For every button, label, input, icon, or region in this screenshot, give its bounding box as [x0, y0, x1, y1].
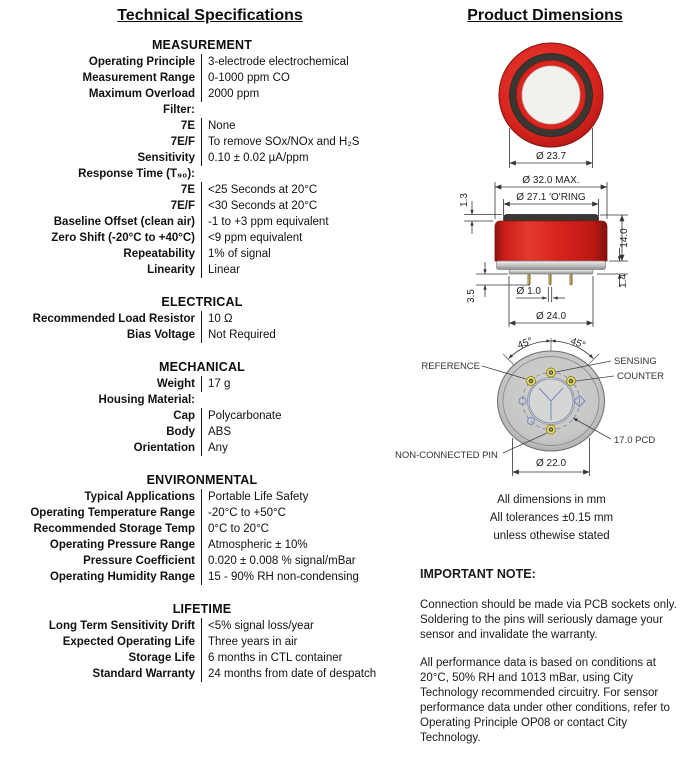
spec-value: <5% signal loss/year: [201, 618, 314, 634]
pcd-label: 17.0 PCD: [614, 435, 656, 446]
note-line: unless othewise stated: [493, 530, 610, 542]
spec-section-heading: ENVIRONMENTAL: [146, 473, 258, 487]
counter-pin: [567, 377, 576, 386]
spec-value: None: [201, 118, 236, 134]
spec-label: 7E: [180, 120, 195, 132]
spec-value: 6 months in CTL container: [201, 650, 342, 666]
sensor-pins-side: [528, 274, 573, 285]
spec-row: [0, 246, 420, 262]
spec-value: Any: [201, 440, 228, 456]
spec-row: [0, 230, 420, 246]
spec-row: [0, 634, 420, 650]
dimension-label: Ø 22.0: [535, 458, 567, 469]
spec-value: <25 Seconds at 20°C: [201, 182, 317, 198]
dimension-label: 14.0: [619, 228, 630, 248]
spec-label: Storage Life: [128, 652, 195, 664]
spec-value: [201, 166, 207, 182]
spec-value: <30 Seconds at 20°C: [201, 198, 317, 214]
sensing-pin: [547, 368, 556, 377]
spec-value: 24 months from date of despatch: [201, 666, 376, 682]
spec-label: Sensitivity: [137, 152, 195, 164]
sensor-flange: [497, 261, 606, 270]
spec-row: [0, 650, 420, 666]
spec-value: 2000 ppm: [201, 86, 259, 102]
dimension-label: Ø 1.0: [516, 286, 541, 297]
dimension-label: 45°: [568, 335, 587, 352]
spec-value: 17 g: [201, 376, 230, 392]
spec-value: Not Required: [201, 327, 276, 343]
reference-pin: [527, 377, 536, 386]
spec-value: [201, 102, 207, 118]
product-dimensions-drawing: [390, 35, 683, 480]
left-title: Technical Specifications: [117, 7, 303, 24]
spec-label: Operating Principle: [88, 56, 195, 68]
spec-row: [0, 376, 420, 392]
important-note-heading: IMPORTANT NOTE:: [420, 567, 536, 581]
spec-row: [0, 618, 420, 634]
spec-label: Measurement Range: [82, 72, 195, 84]
dimension-label: 1.3: [459, 193, 470, 207]
spec-value: Linear: [201, 262, 240, 278]
spec-value: 0-1000 ppm CO: [201, 70, 290, 86]
spec-label: Long Term Sensitivity Drift: [48, 620, 195, 632]
spec-row: [0, 262, 420, 278]
spec-label: Response Time (T₉₀):: [78, 168, 195, 180]
spec-label: Orientation: [133, 442, 195, 454]
sensor-base-lip: [509, 270, 593, 275]
spec-label: Filter:: [163, 104, 195, 116]
dimension-label: Ø 23.7: [535, 151, 567, 162]
spec-value: -20°C to +50°C: [201, 505, 286, 521]
spec-row: [0, 70, 420, 86]
non-connected-pin-label: NON-CONNECTED PIN: [395, 450, 498, 461]
spec-row: [0, 440, 420, 456]
technical-specifications-panel: [0, 7, 420, 682]
spec-section-heading: MEASUREMENT: [151, 38, 253, 52]
dimension-label: 1.4: [618, 274, 629, 288]
spec-label: Operating Humidity Range: [49, 571, 195, 583]
spec-row: [0, 666, 420, 682]
oring-diameter-dimension: [504, 192, 599, 216]
spec-label: Bias Voltage: [126, 329, 195, 341]
dimension-label: Ø 24.0: [535, 311, 567, 322]
spec-value: [201, 392, 207, 408]
spec-label: Maximum Overload: [88, 88, 195, 100]
spec-label: Weight: [156, 378, 195, 390]
dimension-label: 3.5: [466, 289, 477, 303]
spec-row: [0, 424, 420, 440]
spec-label: Expected Operating Life: [62, 636, 195, 648]
spec-row: [0, 102, 420, 118]
counter-label: COUNTER: [617, 371, 664, 382]
spec-value: <9 ppm equivalent: [201, 230, 302, 246]
spec-label: Baseline Offset (clean air): [53, 216, 195, 228]
dimension-label: Ø 32.0 MAX.: [522, 175, 580, 186]
spec-section: [0, 295, 420, 343]
important-note-paragraph: All performance data is based on conditions at 20°C, 50% RH and 1013 mBar, using City Technology recommended circuitry. For sensor performance data under other conditions, refer to Operating Principle OP08 or contact City Technology.: [420, 657, 670, 744]
spec-row: [0, 182, 420, 198]
spec-row: [0, 54, 420, 70]
spec-row: [0, 214, 420, 230]
spec-row: [0, 86, 420, 102]
spec-sections: [0, 38, 420, 682]
reference-label: REFERENCE: [421, 361, 480, 372]
spec-label: Repeatability: [123, 248, 195, 260]
spec-section-heading: MECHANICAL: [158, 360, 246, 374]
spec-value: 15 - 90% RH non-condensing: [201, 569, 359, 585]
spec-value: ABS: [201, 424, 231, 440]
spec-value: 1% of signal: [201, 246, 271, 262]
spec-label: Standard Warranty: [92, 668, 195, 680]
spec-label: 7E/F: [170, 136, 195, 148]
spec-row: [0, 537, 420, 553]
spec-label: Linearity: [147, 264, 195, 276]
spec-label: Recommended Storage Temp: [33, 523, 195, 535]
spec-value: -1 to +3 ppm equivalent: [201, 214, 329, 230]
sensor-body: [495, 221, 607, 261]
bottom-view-drawing: [395, 336, 664, 476]
spec-section: [0, 602, 420, 682]
spec-row: [0, 311, 420, 327]
note-line: All dimensions in mm: [497, 494, 606, 506]
spec-value: Polycarbonate: [201, 408, 282, 424]
spec-value: 3-electrode electrochemical: [201, 54, 349, 70]
spec-value: Three years in air: [201, 634, 297, 650]
dimension-notes: [420, 491, 683, 545]
spec-row: [0, 150, 420, 166]
spec-section-heading: ELECTRICAL: [161, 295, 243, 309]
spec-value: 0°C to 20°C: [201, 521, 269, 537]
spec-row: [0, 553, 420, 569]
product-dimensions-panel: [420, 7, 670, 25]
spec-section-heading: LIFETIME: [172, 602, 232, 616]
spec-row: [0, 198, 420, 214]
spec-row: [0, 505, 420, 521]
spec-value: 10 Ω: [201, 311, 233, 327]
dimension-label: Ø 27.1 'O'RING: [516, 192, 586, 203]
spec-label: Pressure Coefficient: [83, 555, 195, 567]
important-note: [420, 567, 678, 759]
spec-label: Body: [166, 426, 195, 438]
spec-value: To remove SOx/NOx and H₂S: [201, 134, 359, 150]
spec-value: 0.020 ± 0.008 % signal/mBar: [201, 553, 356, 569]
spec-row: [0, 408, 420, 424]
important-note-paragraph: Connection should be made via PCB sockets only. Soldering to the pins will seriously damage your sensor and invalidate the warranty.: [420, 599, 677, 641]
spec-row: [0, 134, 420, 150]
spec-label: Housing Material:: [98, 394, 195, 406]
note-line: All tolerances ±0.15 mm: [489, 512, 614, 524]
non-connected-pin: [547, 425, 556, 434]
spec-label: 7E/F: [170, 200, 195, 212]
spec-row: [0, 166, 420, 182]
spec-value: Portable Life Safety: [201, 489, 308, 505]
spec-label: Cap: [173, 410, 195, 422]
spec-row: [0, 489, 420, 505]
spec-label: Typical Applications: [84, 491, 195, 503]
spec-row: [0, 118, 420, 134]
spec-row: [0, 569, 420, 585]
spec-label: 7E: [180, 184, 195, 196]
dimension-label: 45°: [516, 335, 535, 352]
spec-label: Zero Shift (-20°C to +40°C): [51, 232, 195, 244]
spec-value: 0.10 ± 0.02 µA/ppm: [201, 150, 309, 166]
spec-row: [0, 392, 420, 408]
spec-row: [0, 327, 420, 343]
spec-section: [0, 38, 420, 278]
spec-value: Atmospheric ± 10%: [201, 537, 308, 553]
right-title: Product Dimensions: [467, 7, 623, 24]
spec-section: [0, 360, 420, 456]
sensing-label: SENSING: [614, 356, 657, 367]
spec-row: [0, 521, 420, 537]
spec-label: Recommended Load Resistor: [32, 313, 195, 325]
spec-section: [0, 473, 420, 585]
side-view-drawing: [459, 175, 630, 327]
top-view-drawing: [499, 43, 603, 168]
spec-label: Operating Temperature Range: [30, 507, 195, 519]
spec-label: Operating Pressure Range: [49, 539, 195, 551]
pin-diameter-dimension: [516, 286, 565, 302]
